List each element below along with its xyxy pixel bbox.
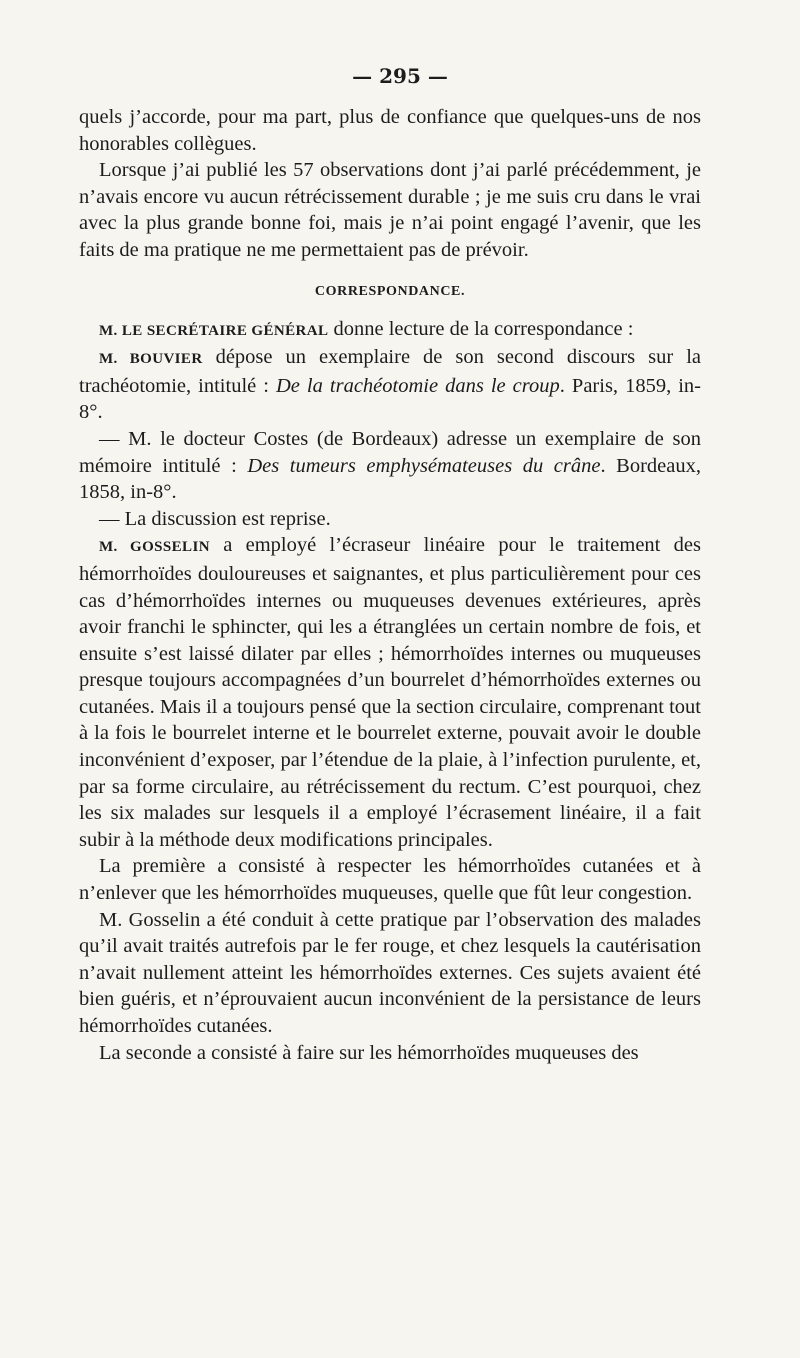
page-body <box>79 104 701 1066</box>
paragraph-gosselin-pratique: M. Gosselin a été conduit à cette pratique par l’observation des malades qu’il avait traités autrefois par le fer rouge, et chez lesquels la cautérisation n’avait nullement atteint les hémorrhoïdes externes. Ces sujets avaient été bien guéris, et n’éprouvaient aucun inconvénient de la persistance de leurs hémorrhoïdes cutanées. <box>79 908 701 1037</box>
work-title: De la trachéotomie dans le croup <box>276 374 560 397</box>
paragraph-text: . Paris, 1859, in-8°. <box>79 374 702 424</box>
paragraph-2: Lorsque j’ai publié les 57 observations dont j’ai parlé précédemment, je n’avais encore vu aucun rétrécissement durable ; je me suis cru dans le vrai avec la plus grande bonne foi, mais je n’ai point engagé l’avenir, que les faits de ma pratique ne me permettaient pas de prévoir. <box>79 159 701 261</box>
paragraph-premiere: La première a consisté à respecter les hémorrhoïdes cutanées et à n’enlever que les hémorrhoïdes muqueuses, quelle que fût leur congestion. <box>79 855 701 905</box>
paragraph-text: . Bordeaux, 1858, in-8°. <box>79 454 702 504</box>
paragraph-bouvier <box>79 344 701 426</box>
speaker-name: M. LE SECRÉTAIRE GÉNÉRAL <box>99 322 329 339</box>
speaker-name: M. GOSSELIN <box>99 539 210 556</box>
page-number: — 295 — <box>352 64 448 88</box>
paragraph-text: donne lecture de la correspondance : <box>328 317 634 340</box>
paragraph-gosselin <box>79 532 701 853</box>
paragraph-text: a employé l’écraseur linéaire pour le traitement des hémorrhoïdes douloureuses et saignantes, et plus particulièrement pour ces cas d’hémorrhoïdes internes ou muqueuses devenues extérieures, après avoir franchi le sphincter, qui les a étranglées un certain nombre de fois, et ensuite s’est laissé dilater par elles ; hémorrhoïdes internes ou muqueuses presque toujours accompagnées d’un bourrelet d’hémorrhoïdes externes ou cutanées. Mais il a toujours pensé que la section circulaire, comprenant tout à la fois le bourrelet interne et le bourrelet externe, pouvait avoir le double inconvénient d’exposer, par l’étendue de la plaie, à l’infection purulente, et, par sa forme circulaire, au rétrécissement du rectum. C’est pourquoi, chez les six malades sur lesquels il a employé l’écrasement linéaire, il a fait subir à la méthode deux modifications principales. <box>79 534 701 851</box>
section-heading: CORRESPONDANCE. <box>314 283 466 299</box>
paragraph-text: dépose un exemplaire de son second discours sur la trachéotomie, intitulé : <box>79 346 702 397</box>
paragraph-1: quels j’accorde, pour ma part, plus de confiance que quelques-uns de nos honorables collègues. <box>79 106 701 155</box>
paragraph-text: — M. le docteur Costes (de Bordeaux) adresse un exemplaire de son mémoire intitulé : <box>79 427 701 477</box>
paragraph-discussion: — La discussion est reprise. <box>99 507 331 530</box>
work-title: Des tumeurs emphysémateuses du crâne <box>247 454 601 477</box>
paragraph-seconde: La seconde a consisté à faire sur les hémorrhoïdes muqueuses des <box>99 1041 639 1064</box>
speaker-name: M. BOUVIER <box>99 351 203 368</box>
paragraph-secretary <box>79 316 701 345</box>
paragraph-costes <box>79 426 701 506</box>
